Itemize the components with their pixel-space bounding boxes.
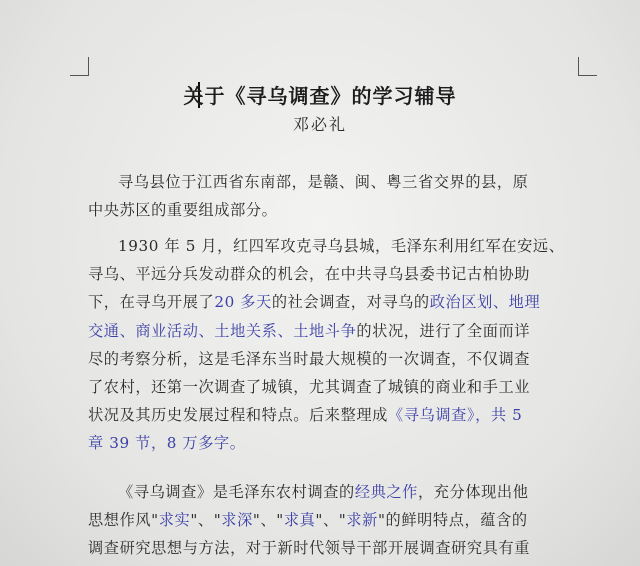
paragraph-line: 调查研究思想与方法，对于新时代领导干部开展调查研究具有重 — [88, 539, 531, 558]
highlight-text: 政治区划、地理 — [429, 293, 541, 312]
paragraph-line: 1930 年 5 月，红四军攻克寻乌县城，毛泽东利用红军在安远、 — [118, 237, 565, 255]
highlight-text: 经典之作 — [354, 483, 418, 501]
margin-corner-top-right — [578, 57, 597, 76]
paragraph-line — [88, 317, 580, 345]
highlight-text: 交通、商业活动、土地关系、土地斗争 — [88, 321, 357, 340]
text-run: "、" — [190, 511, 222, 530]
document-author[interactable]: 邓必礼 — [292, 115, 347, 134]
paragraph-line — [88, 288, 580, 316]
paragraph-line: 中央苏区的重要组成部分。 — [88, 201, 278, 220]
paragraph-line — [88, 478, 580, 506]
paragraph-line: 了农村，还第一次调查了城镇，尤其调查了城镇的商业和手工业 — [88, 378, 531, 397]
paragraph-2[interactable] — [88, 232, 580, 458]
text-run: "、" — [252, 511, 284, 530]
document-title[interactable]: 关于《寻乌调查》的学习辅导 — [183, 84, 457, 108]
text-run: "、" — [315, 511, 347, 530]
paragraph-line: 寻乌、平远分兵发动群众的机会，在中共寻乌县委书记古柏协助 — [88, 265, 531, 284]
highlight-text: 求深 — [221, 511, 253, 530]
text-run: 的状况，进行了全面而详 — [356, 321, 531, 340]
text-run: 《寻乌调查》是毛泽东农村调查的 — [118, 483, 355, 501]
highlight-text: 求新 — [346, 511, 378, 530]
text-run: 下，在寻乌开展了 — [88, 293, 215, 312]
text-run: 状况及其历史发展过程和特点。后来整理成 — [88, 406, 388, 425]
text-run: "的鲜明特点，蕴含的 — [377, 511, 528, 530]
paragraph-line — [88, 401, 580, 429]
paragraph-line — [88, 506, 580, 534]
paragraph-line: 寻乌县位于江西省东南部，是赣、闽、粤三省交界的县，原 — [118, 173, 529, 191]
highlight-text: 20 多天 — [214, 293, 272, 312]
highlight-text: 求实 — [158, 511, 191, 530]
text-run: 思想作风" — [88, 511, 159, 530]
paragraph-line: 章 39 节，8 万多字。 — [88, 434, 246, 453]
highlight-text: 求真 — [283, 511, 316, 530]
paragraph-3[interactable] — [88, 478, 580, 563]
highlight-text: 《寻乌调查》，共 5 — [387, 406, 523, 425]
margin-corner-top-left — [70, 57, 89, 76]
paragraph-1[interactable] — [88, 168, 580, 224]
paragraph-line: 尽的考察分析，这是毛泽东当时最大规模的一次调查，不仅调查 — [88, 349, 531, 368]
text-run: ，充分体现出他 — [417, 483, 529, 501]
text-run: 的社会调查，对寻乌的 — [271, 293, 430, 312]
